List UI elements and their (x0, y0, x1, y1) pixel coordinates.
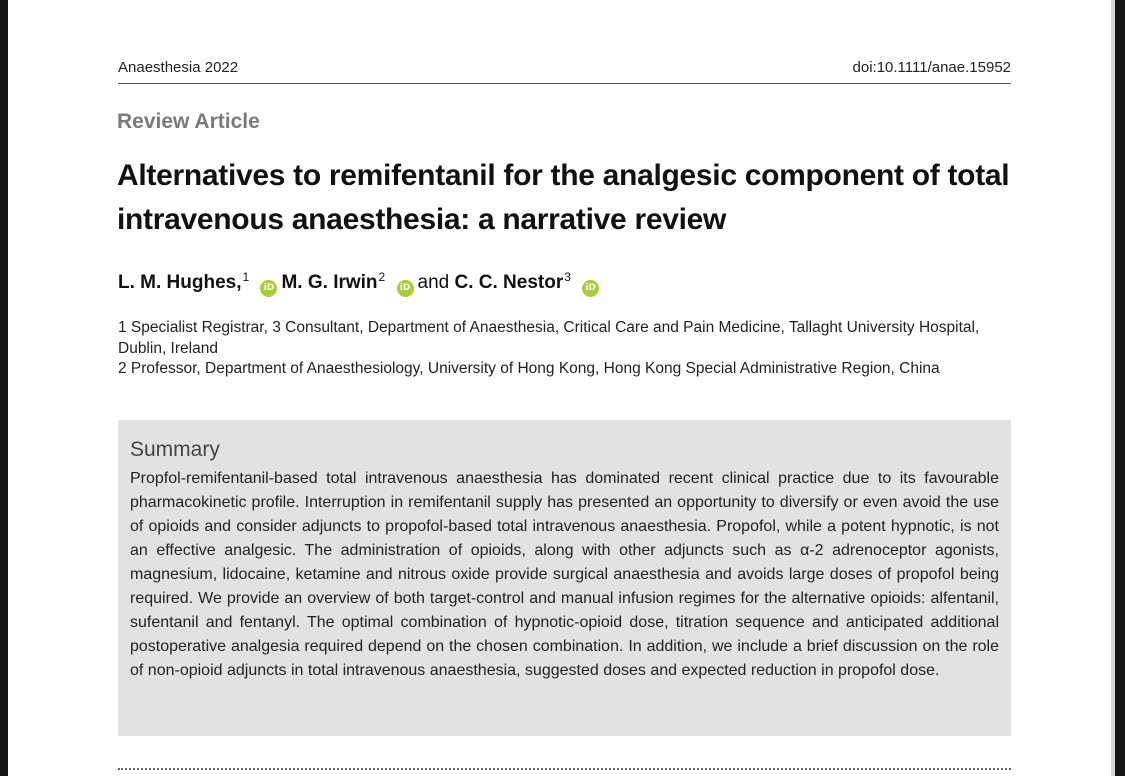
summary-heading: Summary (130, 438, 220, 461)
page-edge-right (1115, 0, 1125, 776)
running-header (118, 59, 1011, 83)
author-name[interactable]: C. C. Nestor (454, 272, 564, 293)
affiliation-marker: 3 (564, 270, 571, 284)
doi-link[interactable]: doi:10.1111/anae.15952 (852, 59, 1011, 76)
journal-name: Anaesthesia 2022 (118, 59, 239, 76)
summary-box (118, 420, 1011, 736)
section-divider (118, 768, 1011, 770)
affiliation-marker: 2 (378, 270, 386, 284)
affiliation-line: 1 Specialist Registrar, 3 Consultant, Department of Anaesthesia, Critical Care and Pain Medicine, Tallaght University Hospital, Dublin, Ireland (118, 319, 980, 357)
affiliation-marker: 1 (242, 270, 250, 284)
article-title: Alternatives to remifentanil for the analgesic component of total intravenous anaesthesia: a narrative review (117, 159, 1010, 236)
article-type: Review Article (117, 110, 260, 133)
summary-text: Propfol-remifentanil-based total intravenous anaesthesia has dominated recent clinical practice due to its favourable pharmacokinetic profile. Interruption in remifentanil supply has presented an opportunity to diversify or even avoid the use of opioids and consider adjuncts to propofol-based total intravenous anaesthesia. Propofol, while a potent hypnotic, is not an effective analgesic. The administration of opioids, along with other adjuncts such as α-2 adrenoceptor agonists, magnesium, lidocaine, ketamine and nitrous oxide provide surgical anaesthesia and avoids large doses of propofol being required. We provide an overview of both target-control and manual infusion regimes for the alternative opioids: alfentanil, sufentanil and fentanyl. The optimal combination of hypnotic-opioid dose, titration sequence and anticipated additional postoperative analgesia required depend on the chosen combination. In addition, we include a brief discussion on the role of non-opioid adjuncts in total intravenous anaesthesia, suggested doses and expected reduction in propofol dose. (130, 470, 999, 679)
author-name[interactable]: L. M. Hughes, (118, 272, 242, 293)
orcid-icon[interactable]: iD (260, 280, 277, 297)
affiliations (118, 318, 1018, 380)
author-list (118, 270, 1018, 297)
orcid-icon[interactable]: iD (582, 280, 599, 297)
header-divider (118, 83, 1011, 84)
author-conjunction: and (417, 272, 450, 293)
author-name[interactable]: M. G. Irwin (281, 272, 378, 293)
page-edge-left (0, 0, 8, 776)
orcid-icon[interactable]: iD (397, 280, 414, 297)
affiliation-line: 2 Professor, Department of Anaesthesiology, University of Hong Kong, Hong Kong Special Administrative Region, China (118, 360, 940, 377)
